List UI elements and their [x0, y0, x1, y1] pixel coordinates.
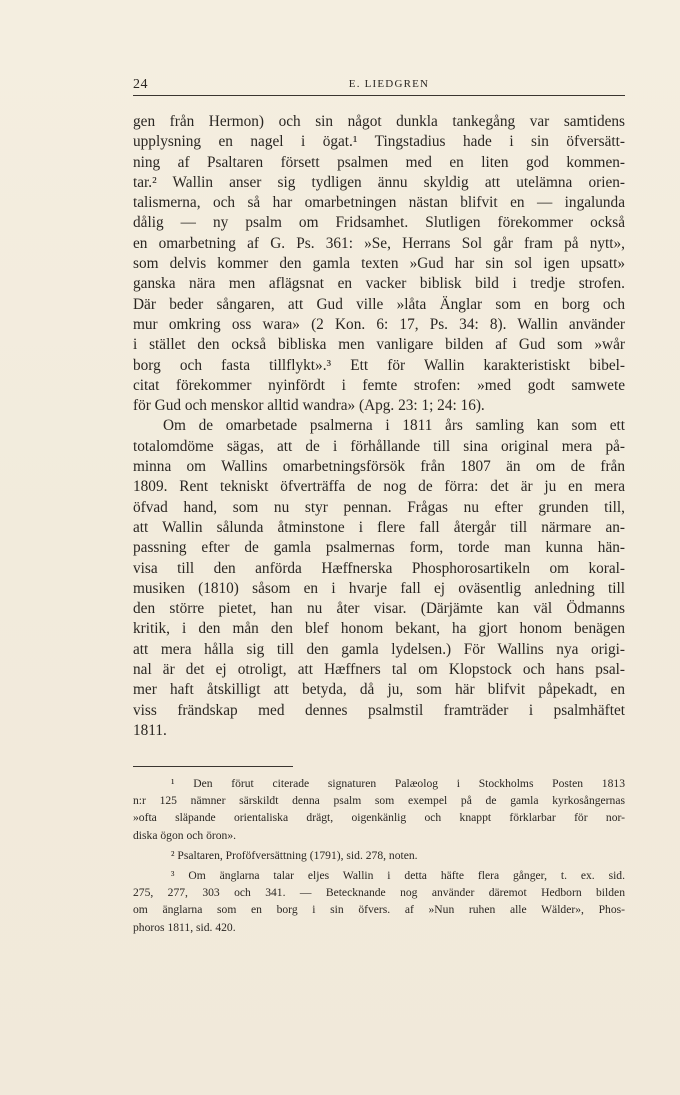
text-line: viss frändskap med dennes psalmstil framträder i psalmhäftet	[133, 701, 625, 719]
text-line: talismerna, och så har omarbetningen nästan blifvit en — ingalunda	[133, 194, 625, 212]
text-line: totalomdöme sägas, att de i förhållande till sina original mera på-	[133, 437, 625, 455]
text-line: Där beder sångaren, att Gud ville »låta Änglar som en borg och	[133, 295, 625, 313]
footnote-line: diska ögon och öron».	[133, 828, 237, 842]
text-line: passning efter de gamla psalmernas form, torde man kunna hän-	[133, 539, 625, 557]
running-head: E. LIEDGREN	[348, 78, 430, 90]
text-line: kritik, i den mån den blef honom bekant, ha gjort honom benägen	[133, 620, 625, 638]
text-line: dålig — ny psalm om Fridsamhet. Slutligen förekommer också	[133, 214, 625, 232]
text-line: en omarbetning af G. Ps. 361: »Se, Herrans Sol går fram på nytt»,	[133, 234, 625, 252]
footnote-line: ¹ Den förut citerade signaturen Palæolog i Stockholms Posten 1813	[171, 777, 625, 790]
text-line: öfvad hand, som nu styr pennan. Frågas nu efter grunden till,	[133, 498, 625, 516]
footnote-line: phoros 1811, sid. 420.	[133, 920, 236, 934]
main-text	[133, 112, 625, 741]
footnote-line: »ofta släpande orientaliska drägt, oigenkänlig och knappt förklarbar för nor-	[133, 811, 625, 825]
text-line: borg och fasta tillflykt».³ Ett för Wallin karakteristiskt bibel-	[133, 356, 625, 374]
page-header	[133, 77, 625, 96]
text-line: musiken (1810) såsom en i hvarje fall ej oväsentlig anledning till	[133, 579, 625, 597]
footnote-line: 275, 277, 303 och 341. — Betecknande nog använder däremot Hedborn bilden	[133, 886, 625, 900]
text-line: 1811.	[133, 721, 167, 739]
footnote-line: ² Psaltaren, Proföfversättning (1791), sid. 278, noten.	[171, 848, 418, 862]
text-line: ning af Psaltaren försett psalmen med en liten god kommen-	[133, 153, 625, 171]
text-line: nal är det ej otroligt, att Hæffners tal om Klopstock och hans psal-	[133, 661, 625, 679]
text-line: den större pietet, han nu åter visar. (Därjämte kan väl Ödmanns	[133, 600, 625, 618]
text-line: minna om Wallins omarbetningsförsök från 1807 än om de från	[133, 458, 625, 476]
text-line: som delvis kommer den gamla texten »Gud har sin sol igen upsatt»	[133, 255, 625, 273]
text-line: Om de omarbetade psalmerna i 1811 års samling kan som ett	[163, 417, 625, 435]
text-line: för Gud och menskor alltid wandra» (Apg. 23: 1; 24: 16).	[133, 397, 485, 415]
text-line: gen från Hermon) och sin något dunkla tankegång var samtidens	[133, 113, 625, 130]
footnote-line: ³ Om änglarna talar eljes Wallin i detta häfte flera gånger, t. ex. sid.	[171, 868, 625, 882]
text-line: visa till den anförda Hæffnerska Phosphorosartikeln om koral-	[133, 559, 625, 577]
text-line: att mera hålla sig till den gamla lydelsen.) För Wallins nya origi-	[133, 640, 625, 658]
text-line: att Wallin sålunda åtminstone i flere fall återgår till närmare an-	[133, 518, 625, 536]
text-line: mer haft åtskilligt att betyda, då ju, som här blifvit påpekadt, en	[133, 681, 625, 699]
text-line: upplysning en nagel i ögat.¹ Tingstadius hade i sin öfversätt-	[133, 133, 625, 151]
footnote-divider	[133, 766, 293, 767]
page-number: 24	[133, 77, 148, 92]
footnotes	[133, 775, 625, 936]
text-line: ganska nära men aflägsnat en vacker biblisk bild i tredje strofen.	[133, 275, 625, 293]
footnote-line: om änglarna som en borg i sin öfvers. af »Nun ruhen alle Wälder», Phos-	[133, 903, 625, 917]
text-line: tar.² Wallin anser sig tydligen ännu skyldig att utelämna orien-	[133, 173, 625, 191]
footnote-line: n:r 125 nämner särskildt denna psalm som exempel på de gamla kyrkosångernas	[133, 794, 625, 808]
text-line: citat förekommer nyinfördt i femte strofen: »med godt samwete	[133, 376, 625, 394]
text-line: i stället den också bibliska men vanligare bilden af Gud som »wår	[133, 336, 625, 354]
text-line: mur omkring oss wara» (2 Kon. 6: 17, Ps. 34: 8). Wallin använder	[133, 315, 625, 333]
text-line: 1809. Rent tekniskt öfverträffa de nog de förra: det är ju en mera	[133, 478, 625, 496]
